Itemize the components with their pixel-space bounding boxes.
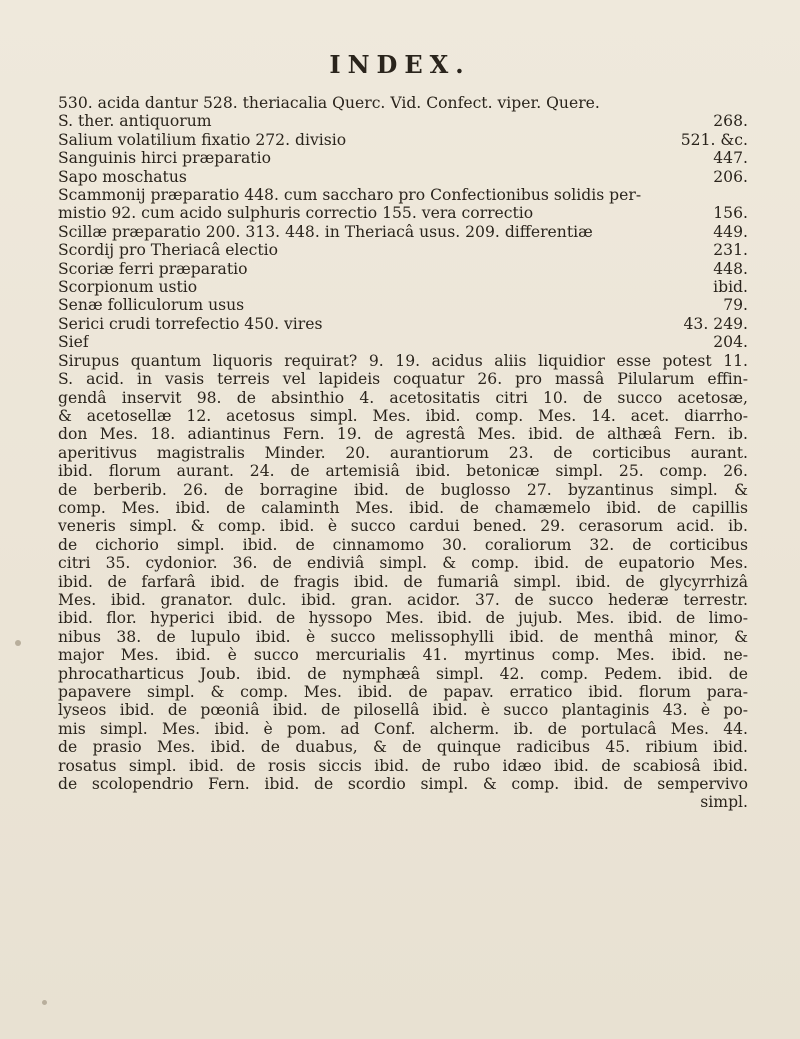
entry-page: ibid. <box>713 278 748 297</box>
paper-speck <box>42 1000 47 1005</box>
entry-text: Scoriæ ferri præparatio <box>58 259 248 278</box>
index-entry <box>58 94 748 112</box>
index-entry <box>58 131 748 149</box>
entry-page: 43. 249. <box>683 314 748 333</box>
paragraph-line: don Mes. 18. adiantinus Fern. 19. de agrestâ Mes. ibid. de althæâ Fern. ib. <box>58 425 748 444</box>
paragraph-line: aperitivus magistralis Minder. 20. aurantiorum 23. de corticibus aurant. <box>58 443 748 462</box>
entry-page: 447. <box>713 149 748 168</box>
paragraph-line: ibid. florum aurant. 24. de artemisiâ ibid. betonicæ simpl. 25. comp. 26. <box>58 462 748 481</box>
index-entry <box>58 296 748 314</box>
paragraph-line: ibid. flor. hyperici ibid. de hyssopo Mes. ibid. de jujub. Mes. ibid. de limo- <box>58 609 748 628</box>
paper-speck <box>15 640 21 646</box>
paragraph-line: & acetosellæ 12. acetosus simpl. Mes. ibid. comp. Mes. 14. acet. diarrho- <box>58 406 748 425</box>
entry-page: 206. <box>713 167 748 186</box>
index-entry <box>58 186 748 204</box>
index-entry <box>58 168 748 186</box>
entry-page: 204. <box>713 333 748 352</box>
entry-page: 448. <box>713 259 748 278</box>
entry-text: mistio 92. cum acido sulphuris correctio 155. vera correctio <box>58 204 534 223</box>
index-entry <box>58 112 748 130</box>
entry-text: Salium volatilium fixatio 272. divisio <box>58 130 347 149</box>
entry-text: 530. acida dantur 528. theriacalia Querc. Vid. Confect. viper. Quere. <box>58 94 600 112</box>
entry-text: Scorpionum ustio <box>58 278 198 297</box>
entry-page: 449. <box>713 222 748 241</box>
paragraph-line: lyseos ibid. de pœoniâ ibid. de pilosellâ ibid. è succo plantaginis 43. è po- <box>58 701 748 720</box>
paragraph-line: ibid. de farfarâ ibid. de fragis ibid. de fumariâ simpl. ibid. de glycyrrhizâ <box>58 572 748 591</box>
entry-page: 231. <box>713 241 748 260</box>
entry-text: Scordij pro Theriacâ electio <box>58 241 279 260</box>
entry-text: Scammonij præparatio 448. cum saccharo pro Confectionibus solidis per- <box>58 186 642 205</box>
paragraph-line: major Mes. ibid. è succo mercurialis 41. myrtinus comp. Mes. ibid. ne- <box>58 646 748 665</box>
page-title: INDEX. <box>329 50 471 79</box>
paragraph-line: mis simpl. Mes. ibid. è pom. ad Conf. alcherm. ib. de portulacâ Mes. 44. <box>58 719 748 738</box>
index-entry <box>58 333 748 351</box>
index-entry <box>58 149 748 167</box>
paragraph-line: rosatus simpl. ibid. de rosis siccis ibid. de rubo idæo ibid. de scabiosâ ibid. <box>58 756 748 775</box>
paragraph-line: Sirupus quantum liquoris requirat? 9. 19. acidus aliis liquidior esse potest 11. <box>58 351 748 370</box>
paragraph-line: phrocatharticus Joub. ibid. de nymphæâ simpl. 42. comp. Pedem. ibid. de <box>58 664 748 683</box>
paragraph-line: Mes. ibid. granator. dulc. ibid. gran. acidor. 37. de succo hederæ terrestr. <box>58 590 748 609</box>
paragraph-line: papavere simpl. & comp. Mes. ibid. de papav. erratico ibid. florum para- <box>58 683 748 701</box>
entry-text: Sief <box>58 333 89 352</box>
entry-page: 521. &c. <box>680 130 748 149</box>
entry-page: 79. <box>723 296 748 315</box>
entry-text: Sanguinis hirci præparatio <box>58 149 271 168</box>
paragraph-line: simpl. <box>700 793 748 812</box>
index-entry <box>58 204 748 222</box>
index-entry <box>58 315 748 333</box>
entry-text: Sapo moschatus <box>58 167 187 186</box>
index-entry <box>58 260 748 278</box>
paragraph-line: de cichorio simpl. ibid. de cinnamomo 30. coraliorum 32. de corticibus <box>58 535 748 554</box>
paragraph-line: de prasio Mes. ibid. de duabus, & de quinque radicibus 45. ribium ibid. <box>58 738 748 757</box>
paragraph-line: gendâ inservit 98. de absinthio 4. acetositatis citri 10. de succo acetosæ, <box>58 388 748 407</box>
paragraph-line: veneris simpl. & comp. ibid. è succo cardui bened. 29. cerasorum acid. ib. <box>58 517 748 536</box>
entry-page <box>738 94 748 112</box>
paragraph-line: citri 35. cydonior. 36. de endiviâ simpl. & comp. ibid. de eupatorio Mes. <box>58 554 748 573</box>
index-entry <box>58 223 748 241</box>
entry-text: Scillæ præparatio 200. 313. 448. in Theriacâ usus. 209. differentiæ <box>58 222 593 241</box>
paragraph-line: de berberib. 26. de borragine ibid. de buglosso 27. byzantinus simpl. & <box>58 480 748 499</box>
entry-page: 156. <box>713 204 748 223</box>
paragraph-line: comp. Mes. ibid. de calaminth Mes. ibid. de chamæmelo ibid. de capillis <box>58 498 748 517</box>
index-entry <box>58 278 748 296</box>
paragraph-line: de scolopendrio Fern. ibid. de scordio simpl. & comp. ibid. de sempervivo <box>58 775 748 794</box>
index-entries <box>58 94 748 352</box>
paragraph-line: nibus 38. de lupulo ibid. è succo melissophylli ibid. de menthâ minor, & <box>58 627 748 646</box>
entry-text: Senæ folliculorum usus <box>58 296 245 315</box>
paragraph-line: S. acid. in vasis terreis vel lapideis coquatur 26. pro massâ Pilularum effin- <box>58 370 748 389</box>
entry-page <box>738 186 748 204</box>
entry-text: Serici crudi torrefectio 450. vires <box>58 314 323 333</box>
entry-text: S. ther. antiquorum <box>58 112 212 131</box>
index-body <box>58 94 748 812</box>
sirupus-paragraph <box>58 352 748 812</box>
entry-page: 268. <box>713 112 748 131</box>
index-entry <box>58 241 748 259</box>
